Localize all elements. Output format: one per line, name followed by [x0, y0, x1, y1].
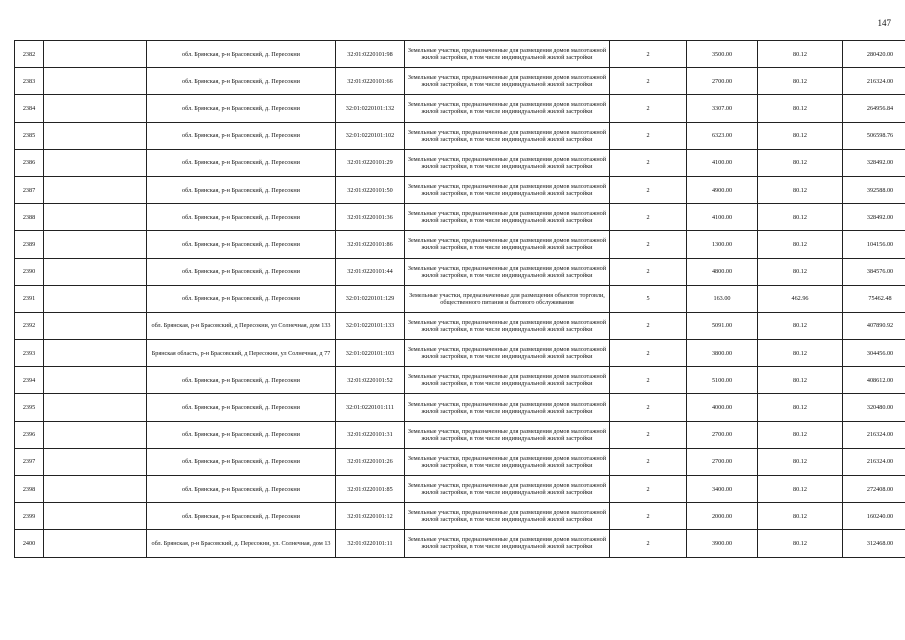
table-row — [15, 285, 905, 312]
row-number-cell: 2393 — [15, 340, 44, 367]
use-group-cell: 2 — [610, 530, 687, 557]
cadastral-number-cell: 32:01:0220101:132 — [336, 95, 405, 122]
area-cell: 163.00 — [687, 285, 758, 312]
cadastral-number-cell: 32:01:0220101:66 — [336, 68, 405, 95]
address-cell: обл. Брянская, р-н Брасовский, д. Пересокни — [147, 68, 336, 95]
cadastral-value-cell: 280420.00 — [843, 41, 905, 68]
specific-value-cell: 80.12 — [758, 394, 843, 421]
empty-cell — [44, 312, 147, 339]
row-number-cell: 2385 — [15, 122, 44, 149]
use-group-cell: 2 — [610, 367, 687, 394]
specific-value-cell: 80.12 — [758, 312, 843, 339]
table-row — [15, 204, 905, 231]
cadastral-number-cell: 32:01:0220101:133 — [336, 312, 405, 339]
cadastral-value-cell: 407890.92 — [843, 312, 905, 339]
table-body — [15, 41, 905, 558]
row-number-cell: 2383 — [15, 68, 44, 95]
permitted-use-cell: Земельные участки, предназначенные для размещения домов малоэтажной жилой застройки, в том числе индивидуальной жилой застройки — [405, 367, 610, 394]
permitted-use-cell: Земельные участки, предназначенные для размещения домов малоэтажной жилой застройки, в том числе индивидуальной жилой застройки — [405, 258, 610, 285]
empty-cell — [44, 340, 147, 367]
cadastral-number-cell: 32:01:0220101:111 — [336, 394, 405, 421]
address-cell: обл. Брянская, р-н Брасовский, д. Пересокни — [147, 421, 336, 448]
permitted-use-cell: Земельные участки, предназначенные для размещения домов малоэтажной жилой застройки, в том числе индивидуальной жилой застройки — [405, 149, 610, 176]
area-cell: 4000.00 — [687, 394, 758, 421]
table-row — [15, 448, 905, 475]
row-number-cell: 2384 — [15, 95, 44, 122]
address-cell: обл. Брянская, р-н Брасовский, д. Пересокни — [147, 41, 336, 68]
area-cell: 4800.00 — [687, 258, 758, 285]
table-row — [15, 476, 905, 503]
use-group-cell: 2 — [610, 394, 687, 421]
specific-value-cell: 80.12 — [758, 503, 843, 530]
address-cell: обл. Брянская, р-н Брасовский, д. Пересокни — [147, 122, 336, 149]
permitted-use-cell: Земельные участки, предназначенные для размещения домов малоэтажной жилой застройки, в том числе индивидуальной жилой застройки — [405, 176, 610, 203]
area-cell: 3307.00 — [687, 95, 758, 122]
specific-value-cell: 80.12 — [758, 149, 843, 176]
specific-value-cell: 462.96 — [758, 285, 843, 312]
specific-value-cell: 80.12 — [758, 421, 843, 448]
table-row — [15, 95, 905, 122]
use-group-cell: 2 — [610, 95, 687, 122]
row-number-cell: 2395 — [15, 394, 44, 421]
area-cell: 1300.00 — [687, 231, 758, 258]
cadastral-value-cell: 75462.48 — [843, 285, 905, 312]
row-number-cell: 2389 — [15, 231, 44, 258]
table-row — [15, 312, 905, 339]
cadastral-value-cell: 328492.00 — [843, 149, 905, 176]
cadastral-value-cell: 320480.00 — [843, 394, 905, 421]
area-cell: 5100.00 — [687, 367, 758, 394]
cadastral-number-cell: 32:01:0220101:103 — [336, 340, 405, 367]
empty-cell — [44, 41, 147, 68]
specific-value-cell: 80.12 — [758, 122, 843, 149]
cadastral-value-cell: 216324.00 — [843, 68, 905, 95]
area-cell: 4900.00 — [687, 176, 758, 203]
area-cell: 3800.00 — [687, 340, 758, 367]
cadastral-number-cell: 32:01:0220101:11 — [336, 530, 405, 557]
address-cell: обл. Брянская, р-н Брасовский, д. Пересокни — [147, 258, 336, 285]
empty-cell — [44, 149, 147, 176]
area-cell: 2700.00 — [687, 448, 758, 475]
address-cell: обл. Брянская, р-н Брасовский, д. Пересокни — [147, 204, 336, 231]
area-cell: 3400.00 — [687, 476, 758, 503]
row-number-cell: 2394 — [15, 367, 44, 394]
area-cell: 3500.00 — [687, 41, 758, 68]
address-cell: обл. Брянская, р-н Брасовский, д. Пересокни — [147, 95, 336, 122]
permitted-use-cell: Земельные участки, предназначенные для размещения домов малоэтажной жилой застройки, в том числе индивидуальной жилой застройки — [405, 231, 610, 258]
permitted-use-cell: Земельные участки, предназначенные для размещения домов малоэтажной жилой застройки, в том числе индивидуальной жилой застройки — [405, 122, 610, 149]
area-cell: 6323.00 — [687, 122, 758, 149]
table-row — [15, 122, 905, 149]
cadastral-value-cell: 216324.00 — [843, 421, 905, 448]
permitted-use-cell: Земельные участки, предназначенные для размещения домов малоэтажной жилой застройки, в том числе индивидуальной жилой застройки — [405, 204, 610, 231]
table-row — [15, 530, 905, 557]
area-cell: 2700.00 — [687, 421, 758, 448]
empty-cell — [44, 476, 147, 503]
table-row — [15, 421, 905, 448]
land-registry-table — [14, 40, 905, 558]
address-cell: обл. Брянская, р-н Брасовский, д. Пересокни — [147, 448, 336, 475]
row-number-cell: 2388 — [15, 204, 44, 231]
row-number-cell: 2400 — [15, 530, 44, 557]
cadastral-value-cell: 408612.00 — [843, 367, 905, 394]
empty-cell — [44, 231, 147, 258]
permitted-use-cell: Земельные участки, предназначенные для размещения домов малоэтажной жилой застройки, в том числе индивидуальной жилой застройки — [405, 68, 610, 95]
use-group-cell: 2 — [610, 176, 687, 203]
use-group-cell: 2 — [610, 503, 687, 530]
address-cell: обл. Брянская, р-н Брасовский, д. Пересокни, ул. Солнечная, дом 13 — [147, 530, 336, 557]
cadastral-number-cell: 32:01:0220101:129 — [336, 285, 405, 312]
cadastral-number-cell: 32:01:0220101:12 — [336, 503, 405, 530]
permitted-use-cell: Земельные участки, предназначенные для размещения домов малоэтажной жилой застройки, в том числе индивидуальной жилой застройки — [405, 95, 610, 122]
empty-cell — [44, 68, 147, 95]
cadastral-value-cell: 328492.00 — [843, 204, 905, 231]
row-number-cell: 2398 — [15, 476, 44, 503]
empty-cell — [44, 448, 147, 475]
permitted-use-cell: Земельные участки, предназначенные для размещения объектов торговли, общественного питания и бытового обслуживания — [405, 285, 610, 312]
area-cell: 3900.00 — [687, 530, 758, 557]
table-row — [15, 149, 905, 176]
address-cell: обл. Брянская, р-н Брасовский, д. Пересокни — [147, 231, 336, 258]
table-row — [15, 258, 905, 285]
cadastral-number-cell: 32:01:0220101:98 — [336, 41, 405, 68]
address-cell: Брянская область, р-н Брасовский, д Пересокни, ул Солнечная, д 77 — [147, 340, 336, 367]
permitted-use-cell: Земельные участки, предназначенные для размещения домов малоэтажной жилой застройки, в том числе индивидуальной жилой застройки — [405, 41, 610, 68]
use-group-cell: 2 — [610, 448, 687, 475]
cadastral-value-cell: 216324.00 — [843, 448, 905, 475]
cadastral-value-cell: 264956.84 — [843, 95, 905, 122]
empty-cell — [44, 95, 147, 122]
empty-cell — [44, 176, 147, 203]
table-row — [15, 340, 905, 367]
specific-value-cell: 80.12 — [758, 367, 843, 394]
row-number-cell: 2396 — [15, 421, 44, 448]
empty-cell — [44, 367, 147, 394]
row-number-cell: 2391 — [15, 285, 44, 312]
cadastral-value-cell: 304456.00 — [843, 340, 905, 367]
table-row — [15, 41, 905, 68]
address-cell: обл. Брянская, р-н Брасовский, д. Пересокни — [147, 149, 336, 176]
empty-cell — [44, 503, 147, 530]
table-row — [15, 394, 905, 421]
cadastral-value-cell: 312468.00 — [843, 530, 905, 557]
cadastral-number-cell: 32:01:0220101:31 — [336, 421, 405, 448]
use-group-cell: 2 — [610, 421, 687, 448]
row-number-cell: 2399 — [15, 503, 44, 530]
use-group-cell: 5 — [610, 285, 687, 312]
empty-cell — [44, 394, 147, 421]
cadastral-number-cell: 32:01:0220101:29 — [336, 149, 405, 176]
address-cell: обл. Брянская, р-н Брасовский, д. Пересокни — [147, 285, 336, 312]
specific-value-cell: 80.12 — [758, 41, 843, 68]
cadastral-number-cell: 32:01:0220101:85 — [336, 476, 405, 503]
use-group-cell: 2 — [610, 312, 687, 339]
row-number-cell: 2382 — [15, 41, 44, 68]
cadastral-value-cell: 272408.00 — [843, 476, 905, 503]
permitted-use-cell: Земельные участки, предназначенные для размещения домов малоэтажной жилой застройки, в том числе индивидуальной жилой застройки — [405, 421, 610, 448]
address-cell: обл. Брянская, р-н Брасовский, д. Пересокни — [147, 394, 336, 421]
area-cell: 4100.00 — [687, 204, 758, 231]
permitted-use-cell: Земельные участки, предназначенные для размещения домов малоэтажной жилой застройки, в том числе индивидуальной жилой застройки — [405, 448, 610, 475]
address-cell: обл. Брянская, р-н Брасовский, д Пересокни, ул Солнечная, дом 133 — [147, 312, 336, 339]
use-group-cell: 2 — [610, 204, 687, 231]
use-group-cell: 2 — [610, 340, 687, 367]
cadastral-number-cell: 32:01:0220101:52 — [336, 367, 405, 394]
cadastral-value-cell: 506598.76 — [843, 122, 905, 149]
specific-value-cell: 80.12 — [758, 204, 843, 231]
area-cell: 2000.00 — [687, 503, 758, 530]
permitted-use-cell: Земельные участки, предназначенные для размещения домов малоэтажной жилой застройки, в том числе индивидуальной жилой застройки — [405, 503, 610, 530]
use-group-cell: 2 — [610, 258, 687, 285]
permitted-use-cell: Земельные участки, предназначенные для размещения домов малоэтажной жилой застройки, в том числе индивидуальной жилой застройки — [405, 530, 610, 557]
permitted-use-cell: Земельные участки, предназначенные для размещения домов малоэтажной жилой застройки, в том числе индивидуальной жилой застройки — [405, 340, 610, 367]
table-row — [15, 367, 905, 394]
row-number-cell: 2397 — [15, 448, 44, 475]
cadastral-number-cell: 32:01:0220101:26 — [336, 448, 405, 475]
empty-cell — [44, 421, 147, 448]
use-group-cell: 2 — [610, 476, 687, 503]
use-group-cell: 2 — [610, 41, 687, 68]
use-group-cell: 2 — [610, 122, 687, 149]
empty-cell — [44, 204, 147, 231]
specific-value-cell: 80.12 — [758, 340, 843, 367]
permitted-use-cell: Земельные участки, предназначенные для размещения домов малоэтажной жилой застройки, в том числе индивидуальной жилой застройки — [405, 394, 610, 421]
empty-cell — [44, 258, 147, 285]
specific-value-cell: 80.12 — [758, 176, 843, 203]
area-cell: 2700.00 — [687, 68, 758, 95]
cadastral-number-cell: 32:01:0220101:50 — [336, 176, 405, 203]
specific-value-cell: 80.12 — [758, 68, 843, 95]
row-number-cell: 2390 — [15, 258, 44, 285]
empty-cell — [44, 530, 147, 557]
specific-value-cell: 80.12 — [758, 476, 843, 503]
cadastral-number-cell: 32:01:0220101:36 — [336, 204, 405, 231]
page-number: 147 — [877, 18, 891, 28]
table-row — [15, 503, 905, 530]
cadastral-value-cell: 392588.00 — [843, 176, 905, 203]
use-group-cell: 2 — [610, 231, 687, 258]
use-group-cell: 2 — [610, 68, 687, 95]
address-cell: обл. Брянская, р-н Брасовский, д. Пересокни — [147, 367, 336, 394]
address-cell: обл. Брянская, р-н Брасовский, д. Пересокни — [147, 503, 336, 530]
specific-value-cell: 80.12 — [758, 530, 843, 557]
table-row — [15, 68, 905, 95]
permitted-use-cell: Земельные участки, предназначенные для размещения домов малоэтажной жилой застройки, в том числе индивидуальной жилой застройки — [405, 476, 610, 503]
empty-cell — [44, 122, 147, 149]
cadastral-value-cell: 384576.00 — [843, 258, 905, 285]
cadastral-value-cell: 160240.00 — [843, 503, 905, 530]
row-number-cell: 2387 — [15, 176, 44, 203]
table-row — [15, 231, 905, 258]
area-cell: 5091.00 — [687, 312, 758, 339]
specific-value-cell: 80.12 — [758, 258, 843, 285]
use-group-cell: 2 — [610, 149, 687, 176]
cadastral-number-cell: 32:01:0220101:102 — [336, 122, 405, 149]
area-cell: 4100.00 — [687, 149, 758, 176]
row-number-cell: 2392 — [15, 312, 44, 339]
cadastral-number-cell: 32:01:0220101:86 — [336, 231, 405, 258]
specific-value-cell: 80.12 — [758, 231, 843, 258]
address-cell: обл. Брянская, р-н Брасовский, д. Пересокни — [147, 176, 336, 203]
permitted-use-cell: Земельные участки, предназначенные для размещения домов малоэтажной жилой застройки, в том числе индивидуальной жилой застройки — [405, 312, 610, 339]
empty-cell — [44, 285, 147, 312]
cadastral-number-cell: 32:01:0220101:44 — [336, 258, 405, 285]
specific-value-cell: 80.12 — [758, 448, 843, 475]
table-row — [15, 176, 905, 203]
specific-value-cell: 80.12 — [758, 95, 843, 122]
row-number-cell: 2386 — [15, 149, 44, 176]
address-cell: обл. Брянская, р-н Брасовский, д. Пересокни — [147, 476, 336, 503]
cadastral-value-cell: 104156.00 — [843, 231, 905, 258]
